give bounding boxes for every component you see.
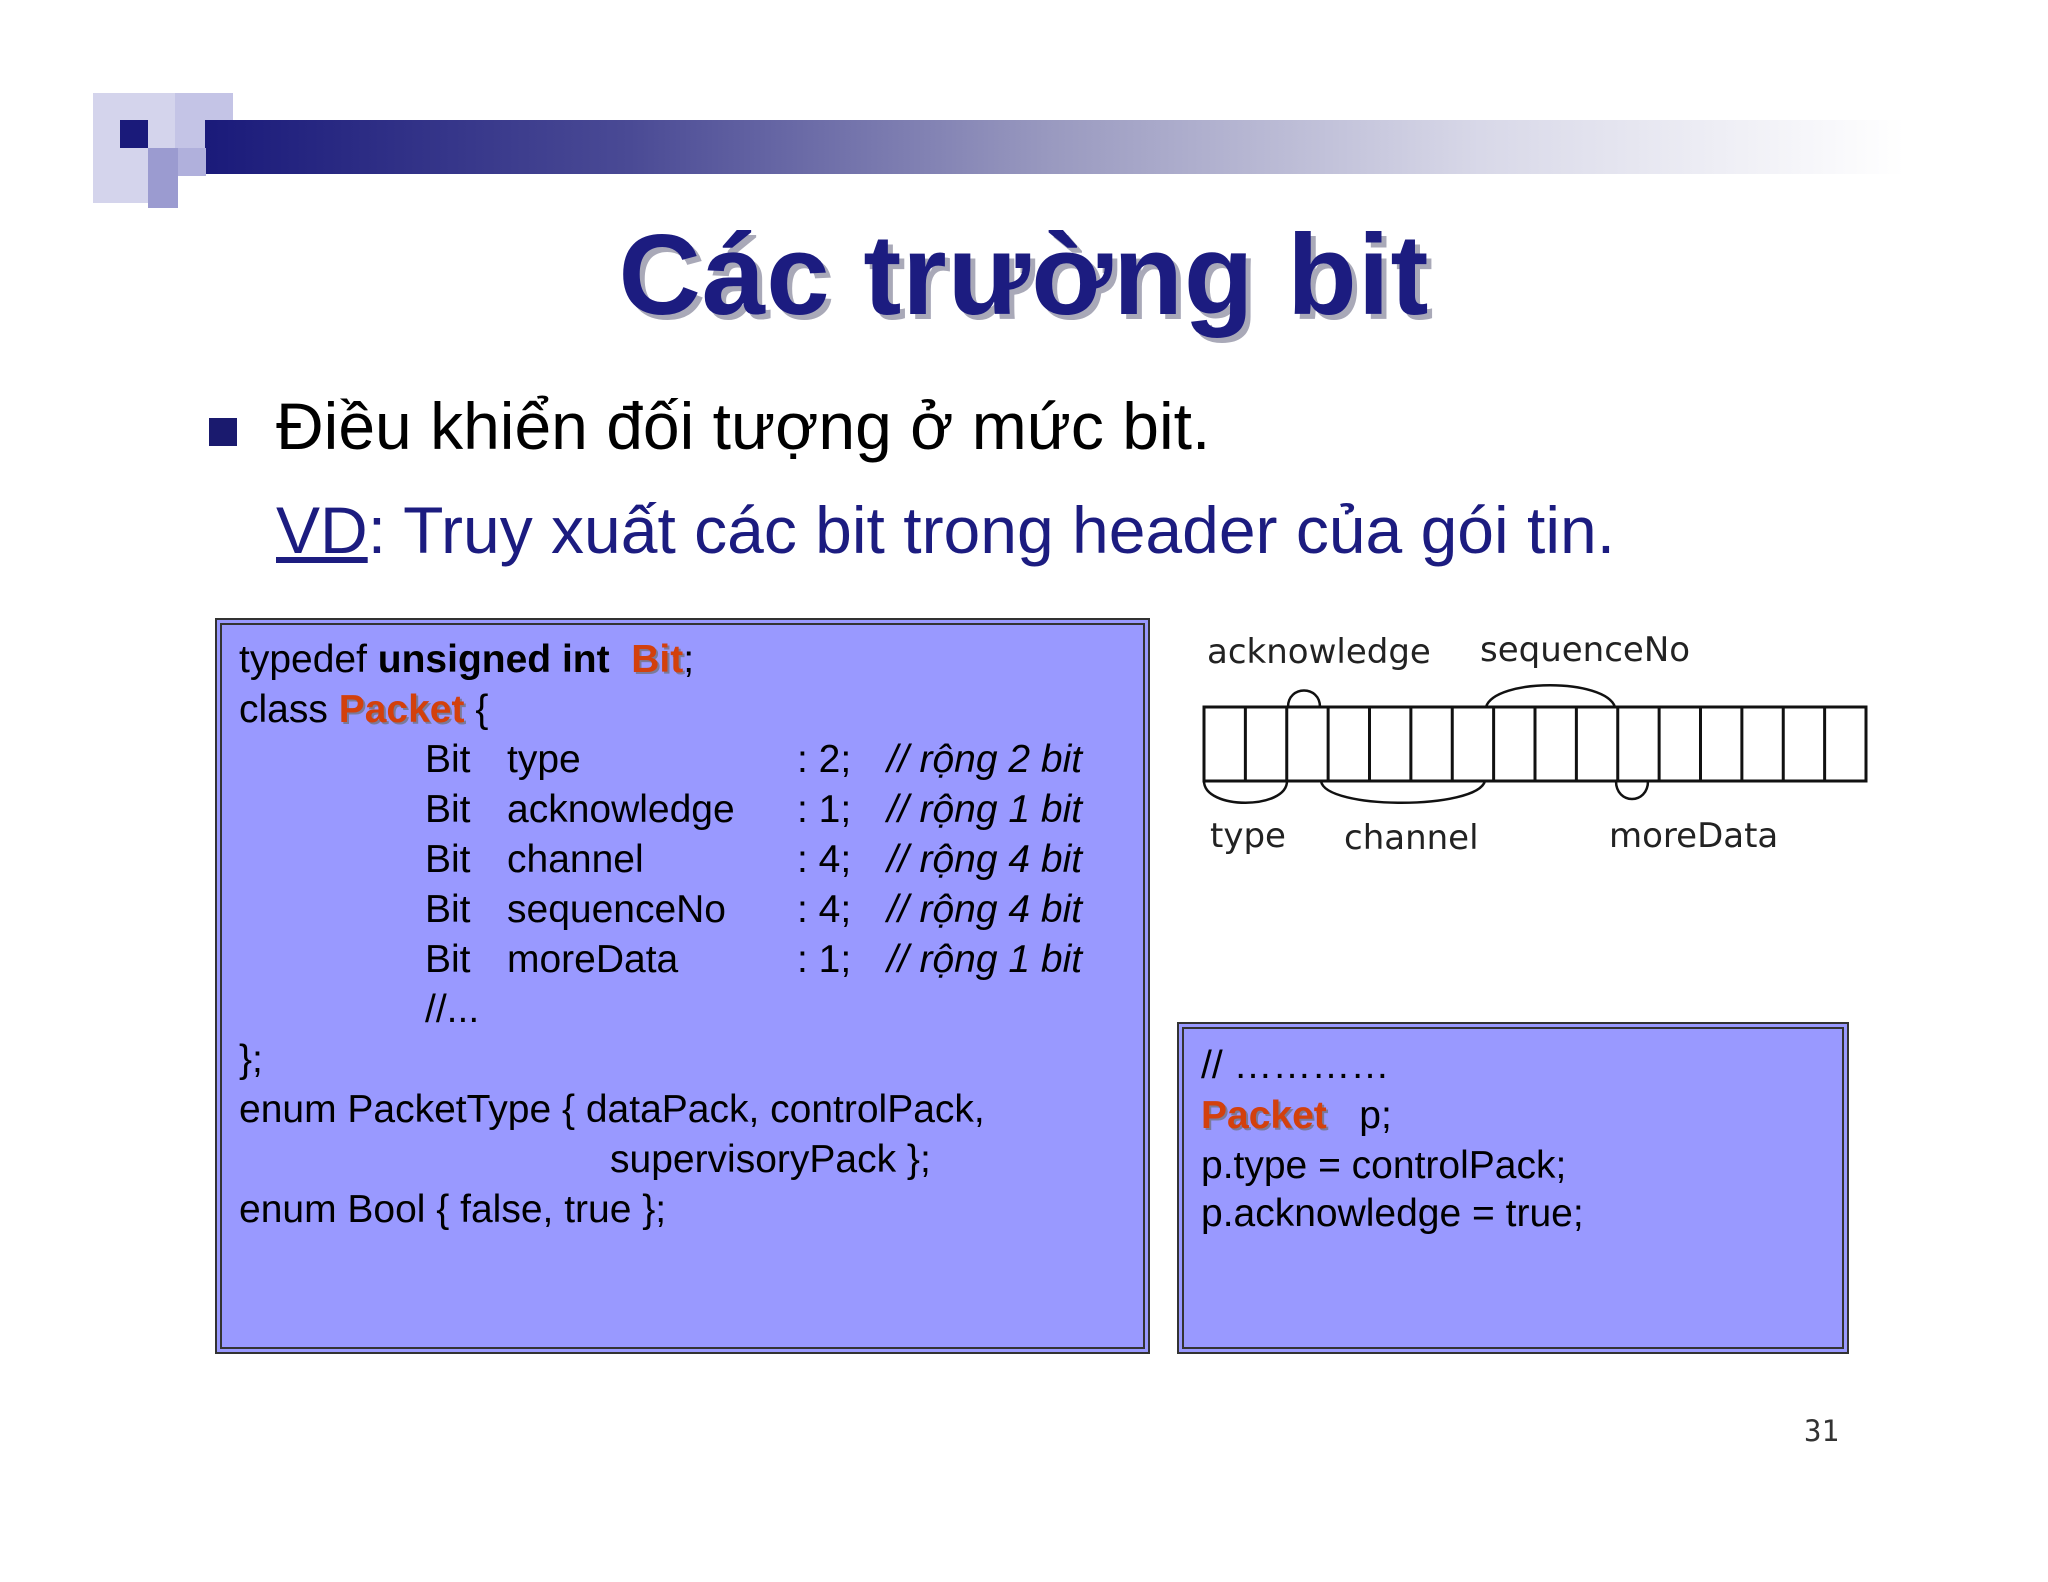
field-width: : 1; xyxy=(797,938,852,981)
field-row xyxy=(425,888,1082,932)
brace-acknowledge xyxy=(1288,691,1320,708)
field-name: sequenceNo xyxy=(507,888,726,931)
var-p: p; xyxy=(1359,1094,1392,1137)
bullet-example-text xyxy=(276,492,1615,568)
banner-square-light-3 xyxy=(178,148,206,176)
kw-class: class xyxy=(239,688,328,731)
field-comment: // rộng 4 bit xyxy=(887,838,1083,881)
field-type: Bit xyxy=(425,888,471,931)
code-class-close: }; xyxy=(239,1038,263,1081)
code-ellipsis-comment: //... xyxy=(425,988,480,1031)
class-name-packet: Packet xyxy=(338,688,465,731)
code-right-assign-ack: p.acknowledge = true; xyxy=(1201,1192,1584,1235)
field-comment: // rộng 1 bit xyxy=(887,788,1083,831)
bullet-square-icon xyxy=(209,418,237,446)
field-row xyxy=(425,738,1082,782)
type-name-bit: Bit xyxy=(631,638,684,681)
code-right-assign-type: p.type = controlPack; xyxy=(1201,1144,1567,1187)
field-row xyxy=(425,788,1082,832)
banner-square-dark xyxy=(120,120,148,148)
kw-unsigned-int: unsigned int xyxy=(377,638,610,681)
brace-moredata xyxy=(1616,781,1648,799)
kw-typedef: typedef xyxy=(239,638,367,681)
diagram-label-channel: channel xyxy=(1344,818,1479,858)
field-comment: // rộng 2 bit xyxy=(887,738,1083,781)
semicolon: ; xyxy=(683,638,695,681)
example-prefix: VD xyxy=(276,493,368,567)
code-enum-packettype-line1: enum PacketType { dataPack, controlPack, xyxy=(239,1088,985,1131)
example-rest: : Truy xuất các bit trong header của gói tin. xyxy=(367,493,1616,567)
diagram-label-type: type xyxy=(1210,816,1286,856)
field-width: : 4; xyxy=(797,838,852,881)
field-name: acknowledge xyxy=(507,788,735,831)
slide-title: Các trường bit xyxy=(618,212,1430,339)
diagram-label-acknowledge: acknowledge xyxy=(1207,632,1431,672)
diagram-label-moredata: moreData xyxy=(1609,816,1779,856)
class-name-packet: Packet xyxy=(1201,1094,1327,1137)
field-name: moreData xyxy=(507,938,679,981)
brace-channel xyxy=(1321,781,1485,803)
field-type: Bit xyxy=(425,738,471,781)
field-name: channel xyxy=(507,838,644,881)
brace-sequenceno xyxy=(1486,685,1615,707)
code-class-line xyxy=(239,688,488,732)
code-enum-bool: enum Bool { false, true }; xyxy=(239,1188,667,1231)
code-box-right xyxy=(1177,1022,1849,1354)
field-row xyxy=(425,838,1082,882)
field-comment: // rộng 4 bit xyxy=(887,888,1083,931)
field-comment: // rộng 1 bit xyxy=(887,938,1083,981)
code-right-comment: // ………… xyxy=(1201,1044,1390,1087)
brace-type xyxy=(1204,781,1287,803)
field-width: : 2; xyxy=(797,738,852,781)
page-number: 31 xyxy=(1804,1414,1839,1448)
field-type: Bit xyxy=(425,788,471,831)
banner-square-mid xyxy=(148,148,178,208)
field-type: Bit xyxy=(425,938,471,981)
field-name: type xyxy=(507,738,581,781)
code-enum-packettype-line2: supervisoryPack }; xyxy=(610,1138,931,1181)
banner-gradient-bar xyxy=(205,120,1905,174)
diagram-label-sequenceno: sequenceNo xyxy=(1480,630,1691,670)
code-right-declaration xyxy=(1201,1094,1392,1138)
field-type: Bit xyxy=(425,838,471,881)
field-row xyxy=(425,938,1082,982)
code-box-left xyxy=(215,618,1150,1354)
code-typedef-line xyxy=(239,638,694,682)
bit-field-diagram xyxy=(1195,680,1880,820)
field-width: : 4; xyxy=(797,888,852,931)
field-width: : 1; xyxy=(797,788,852,831)
bullet-main-text: Điều khiển đối tượng ở mức bit. xyxy=(276,389,1211,463)
open-brace: { xyxy=(475,688,489,731)
